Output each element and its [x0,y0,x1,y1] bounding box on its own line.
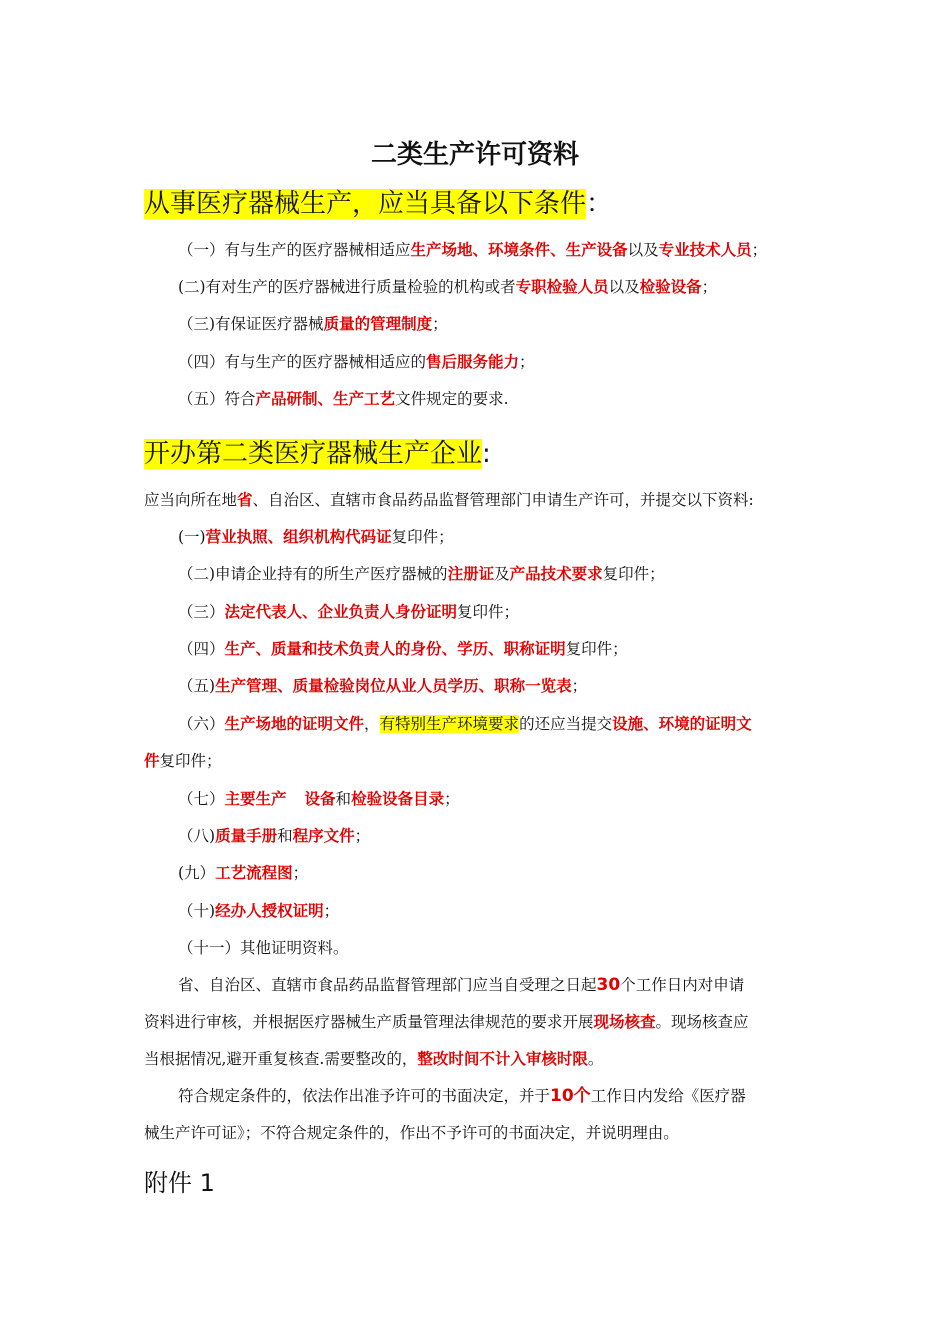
s2-item-7: （七）主要生产 设备和检验设备目录； [178,790,460,808]
s1-item-1: （一）有与生产的医疗器械相适应生产场地、环境条件、生产设备以及专业技术人员； [178,241,768,259]
highlight-special-env: 有特别生产环境要求 [379,715,520,733]
s2-item-11: （十一）其他证明资料。 [178,939,349,957]
s2-intro: 应当向所在地省、自治区、直辖市食品药品监督管理部门申请生产许可，并提交以下资料: [144,491,754,509]
section2-heading-colon: : [482,439,491,469]
s2-item-5: （五)生产管理、质量检验岗位从业人员学历、职称一览表； [178,677,588,695]
section2-heading-text: 开办第二类医疗器械生产企业 [144,439,483,469]
section1-heading-text: 从事医疗器械生产，应当具备以下条件 [144,189,587,219]
page-title: 二类生产许可资料 [370,140,579,170]
s2-item-4: （四）生产、质量和技术负责人的身份、学历、职称证明复印件； [178,640,628,658]
s1-item-2: (二)有对生产的医疗器械进行质量检验的机构或者专职检验人员以及检验设备； [178,278,718,296]
review-paragraph-line1: 省、自治区、直辖市食品药品监督管理部门应当自受理之日起30个工作日内对申请 [178,975,745,995]
s2-item-2: （二)申请企业持有的所生产医疗器械的注册证及产品技术要求复印件； [178,565,665,583]
s2-item-9: (九）工艺流程图； [178,864,309,882]
s2-item-6-cont: 件复印件； [144,752,222,770]
s1-item-3: （三)有保证医疗器械质量的管理制度； [178,315,448,333]
section1-heading-colon: ： [586,189,613,219]
s2-item-8: （八)质量手册和程序文件； [178,827,371,845]
attachment-heading: 附件 1 [144,1169,215,1197]
section1-heading [144,183,612,220]
review-paragraph-line2: 资料进行审核，并根据医疗器械生产质量管理法律规范的要求开展现场核查。现场核查应 [144,1013,749,1031]
section2-heading [144,433,491,470]
s2-item-1: (一)营业执照、组织机构代码证复印件； [178,528,454,546]
s1-item-5: （五）符合产品研制、生产工艺文件规定的要求. [178,390,509,408]
s1-item-4: （四）有与生产的医疗器械相适应的售后服务能力； [178,353,535,371]
s2-item-6: （六）生产场地的证明文件，有特别生产环境要求的还应当提交设施、环境的证明文 [178,715,752,733]
decision-paragraph-line1: 符合规定条件的，依法作出准予许可的书面决定，并于10个工作日内发给《医疗器 [178,1086,746,1106]
s2-item-10: （十)经办人授权证明； [178,902,340,920]
review-paragraph-line3: 当根据情况,避开重复核查.需要整改的，整改时间不计入审核时限。 [144,1050,604,1068]
s2-item-3: （三）法定代表人、企业负责人身份证明复印件； [178,603,520,621]
decision-paragraph-line2: 械生产许可证》；不符合规定条件的，作出不予许可的书面决定，并说明理由。 [144,1124,679,1142]
